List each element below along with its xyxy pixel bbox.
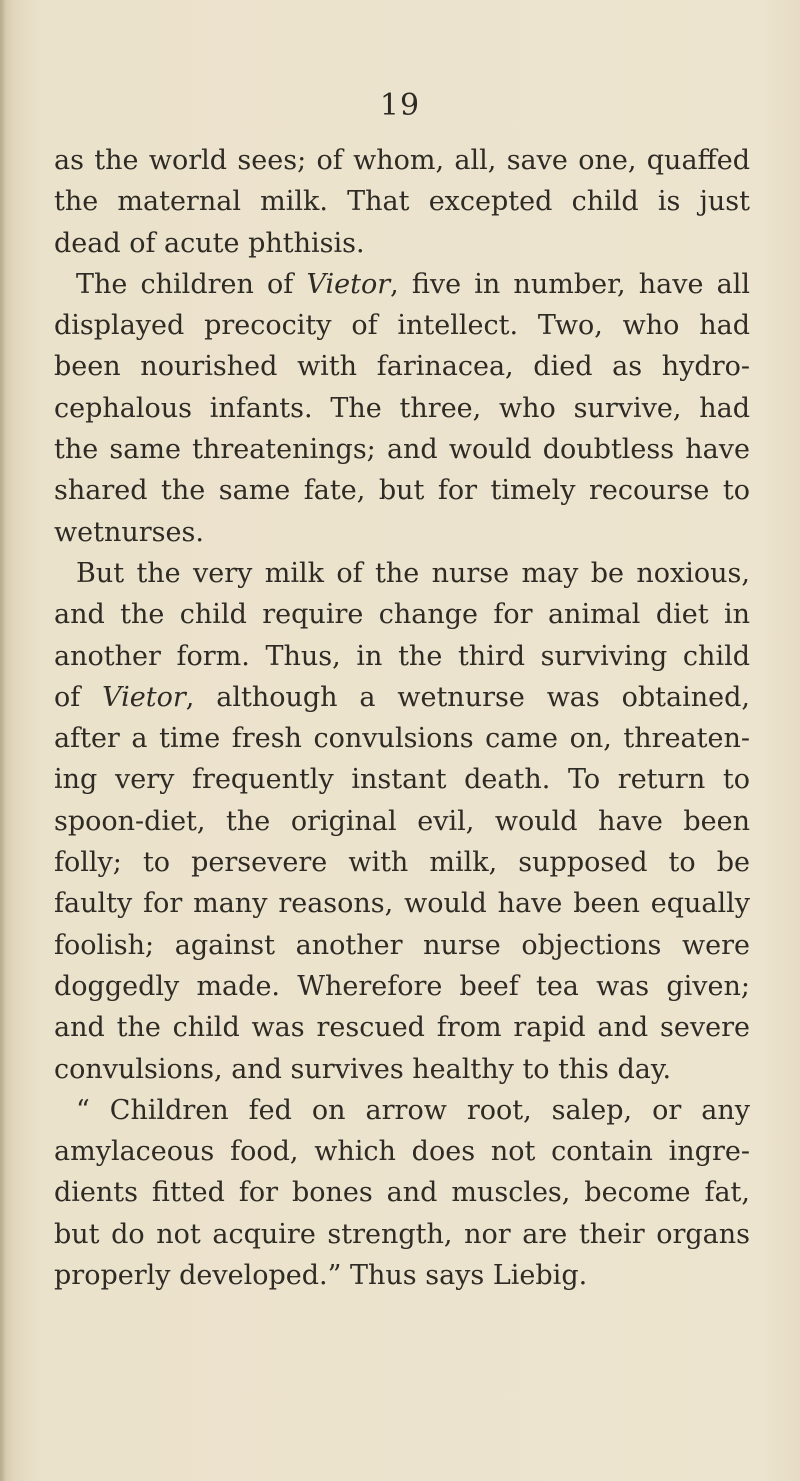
italic-name: Vietor <box>306 268 391 300</box>
text-segment: , although a wetnurse was obtained, <box>185 681 750 713</box>
text-line: faulty for many reasons, would have been equally <box>54 888 750 920</box>
italic-name: Vietor <box>102 681 186 713</box>
text-line: “ Children fed on arrow root, salep, or any <box>76 1094 750 1126</box>
text-segment: of <box>54 681 103 713</box>
text-line: But the very milk of the nurse may be noxious, <box>76 557 750 589</box>
text-line: dients fitted for bones and muscles, become fat, <box>54 1177 750 1209</box>
text-line: as the world sees; of whom, all, save one, quaffed <box>54 145 750 176</box>
text-line: cephalous infants. The three, who survive, had <box>54 392 750 424</box>
text-line: and the child require change for animal diet in <box>54 599 750 631</box>
gutter-shadow <box>0 0 6 1481</box>
text-line: dead of acute phthisis. <box>54 227 365 259</box>
text-line: wetnurses. <box>54 516 204 548</box>
text-segment: The children of <box>76 268 307 300</box>
text-line: the same threatenings; and would doubtless have <box>54 434 750 466</box>
text-line: folly; to persevere with milk, supposed to be <box>54 847 750 879</box>
text-line: shared the same fate, but for timely recourse to <box>54 475 750 507</box>
text-line: after a time fresh convulsions came on, threaten- <box>54 723 750 755</box>
text-line: and the child was rescued from rapid and severe <box>54 1012 750 1044</box>
text-segment: , five in number, have all <box>390 268 751 300</box>
text-line <box>54 264 750 305</box>
text-line: doggedly made. Wherefore beef tea was given; <box>54 970 750 1002</box>
text-line: properly developed.” Thus says Liebig. <box>54 1260 588 1292</box>
text-line: another form. Thus, in the third surviving child <box>54 640 750 672</box>
text-line: convulsions, and survives healthy to this day. <box>54 1053 672 1085</box>
page-number: 19 <box>379 88 421 123</box>
text-line: the maternal milk. That excepted child is just <box>54 186 750 218</box>
text-line: but do not acquire strength, nor are their organs <box>54 1218 750 1250</box>
text-line: been nourished with farinacea, died as hydro- <box>54 351 750 383</box>
text-line <box>54 677 750 718</box>
text-line: amylaceous food, which does not contain ingre- <box>54 1136 750 1168</box>
text-line: foolish; against another nurse objections were <box>54 929 750 961</box>
text-line: displayed precocity of intellect. Two, who had <box>54 310 750 342</box>
text-line: spoon-diet, the original evil, would have been <box>54 805 750 837</box>
text-line: ing very frequently instant death. To return to <box>54 764 750 796</box>
body-text <box>54 140 750 1296</box>
